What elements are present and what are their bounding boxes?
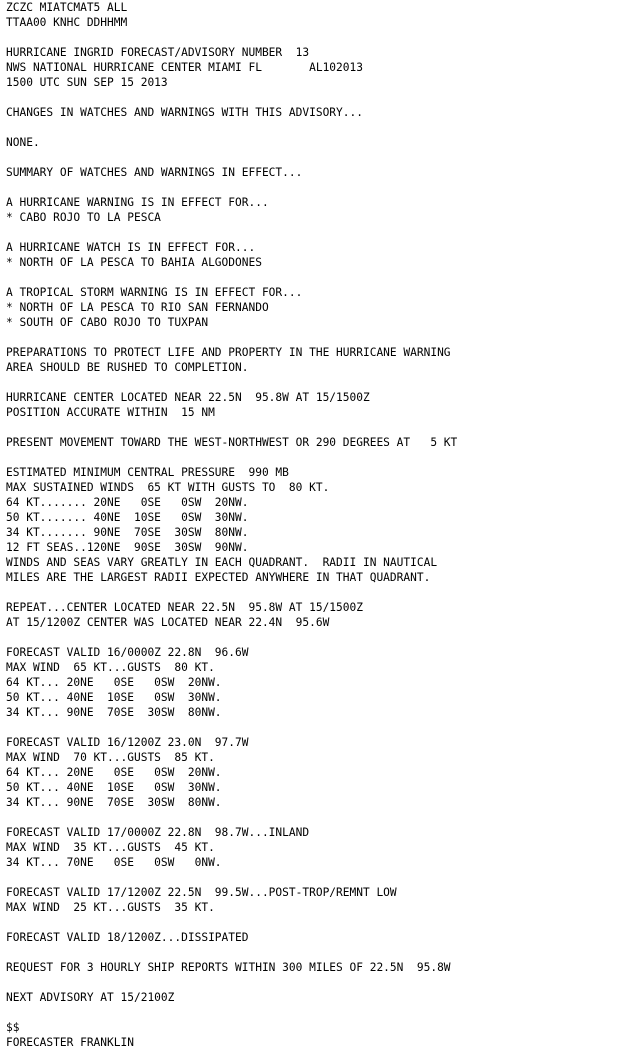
blank-line bbox=[6, 120, 457, 135]
blank-line bbox=[6, 945, 457, 960]
blank-line bbox=[6, 975, 457, 990]
blank-line bbox=[6, 375, 457, 390]
advisory-line: WINDS AND SEAS VARY GREATLY IN EACH QUADRANT. RADII IN NAUTICAL bbox=[6, 556, 438, 569]
advisory-line: MAX WIND 25 KT...GUSTS 35 KT. bbox=[6, 901, 215, 914]
advisory-line: NONE. bbox=[6, 136, 40, 149]
advisory-line: FORECAST VALID 17/0000Z 22.8N 98.7W...INLAND bbox=[6, 826, 310, 839]
advisory-line: * NORTH OF LA PESCA TO BAHIA ALGODONES bbox=[6, 256, 262, 269]
advisory-line: 64 KT... 20NE 0SE 0SW 20NW. bbox=[6, 766, 222, 779]
advisory-line: AT 15/1200Z CENTER WAS LOCATED NEAR 22.4N 95.6W bbox=[6, 616, 330, 629]
advisory-line: NWS NATIONAL HURRICANE CENTER MIAMI FL AL102013 bbox=[6, 61, 363, 74]
blank-line bbox=[6, 810, 457, 825]
blank-line bbox=[6, 270, 457, 285]
advisory-line: AREA SHOULD BE RUSHED TO COMPLETION. bbox=[6, 361, 249, 374]
blank-line bbox=[6, 1005, 457, 1020]
advisory-line: A TROPICAL STORM WARNING IS IN EFFECT FOR... bbox=[6, 286, 303, 299]
advisory-line: 64 KT... 20NE 0SE 0SW 20NW. bbox=[6, 676, 222, 689]
advisory-line: REPEAT...CENTER LOCATED NEAR 22.5N 95.8W AT 15/1500Z bbox=[6, 601, 363, 614]
advisory-line: A HURRICANE WARNING IS IN EFFECT FOR... bbox=[6, 196, 269, 209]
advisory-line: FORECASTER FRANKLIN bbox=[6, 1036, 134, 1049]
advisory-line: REQUEST FOR 3 HOURLY SHIP REPORTS WITHIN 300 MILES OF 22.5N 95.8W bbox=[6, 961, 451, 974]
blank-line bbox=[6, 420, 457, 435]
advisory-line: 34 KT....... 90NE 70SE 30SW 80NW. bbox=[6, 526, 249, 539]
blank-line bbox=[6, 90, 457, 105]
advisory-line: ZCZC MIATCMAT5 ALL bbox=[6, 1, 128, 14]
advisory-line: TTAA00 KNHC DDHHMM bbox=[6, 16, 128, 29]
blank-line bbox=[6, 180, 457, 195]
advisory-line: FORECAST VALID 17/1200Z 22.5N 99.5W...POST-TROP/REMNT LOW bbox=[6, 886, 397, 899]
advisory-line: 50 KT... 40NE 10SE 0SW 30NW. bbox=[6, 691, 222, 704]
blank-line bbox=[6, 915, 457, 930]
blank-line bbox=[6, 150, 457, 165]
advisory-line: MILES ARE THE LARGEST RADII EXPECTED ANYWHERE IN THAT QUADRANT. bbox=[6, 571, 431, 584]
advisory-line: 50 KT... 40NE 10SE 0SW 30NW. bbox=[6, 781, 222, 794]
advisory-line: MAX WIND 35 KT...GUSTS 45 KT. bbox=[6, 841, 215, 854]
advisory-line: SUMMARY OF WATCHES AND WARNINGS IN EFFECT... bbox=[6, 166, 303, 179]
blank-line bbox=[6, 30, 457, 45]
advisory-line: PRESENT MOVEMENT TOWARD THE WEST-NORTHWEST OR 290 DEGREES AT 5 KT bbox=[6, 436, 458, 449]
advisory-line: FORECAST VALID 18/1200Z...DISSIPATED bbox=[6, 931, 249, 944]
blank-line bbox=[6, 330, 457, 345]
advisory-line: * NORTH OF LA PESCA TO RIO SAN FERNANDO bbox=[6, 301, 269, 314]
advisory-line: 12 FT SEAS..120NE 90SE 30SW 90NW. bbox=[6, 541, 249, 554]
advisory-line: 34 KT... 90NE 70SE 30SW 80NW. bbox=[6, 706, 222, 719]
blank-line bbox=[6, 450, 457, 465]
advisory-line: A HURRICANE WATCH IS IN EFFECT FOR... bbox=[6, 241, 256, 254]
blank-line bbox=[6, 720, 457, 735]
advisory-line: $$ bbox=[6, 1021, 20, 1034]
advisory-line: POSITION ACCURATE WITHIN 15 NM bbox=[6, 406, 215, 419]
advisory-line: HURRICANE INGRID FORECAST/ADVISORY NUMBER 13 bbox=[6, 46, 310, 59]
blank-line bbox=[6, 870, 457, 885]
advisory-text bbox=[6, 0, 457, 1050]
advisory-line: 50 KT....... 40NE 10SE 0SW 30NW. bbox=[6, 511, 249, 524]
blank-line bbox=[6, 630, 457, 645]
blank-line bbox=[6, 585, 457, 600]
advisory-line: 1500 UTC SUN SEP 15 2013 bbox=[6, 76, 168, 89]
advisory-line: 34 KT... 90NE 70SE 30SW 80NW. bbox=[6, 796, 222, 809]
advisory-line: FORECAST VALID 16/0000Z 22.8N 96.6W bbox=[6, 646, 249, 659]
advisory-line: MAX SUSTAINED WINDS 65 KT WITH GUSTS TO 80 KT. bbox=[6, 481, 330, 494]
advisory-line: * SOUTH OF CABO ROJO TO TUXPAN bbox=[6, 316, 209, 329]
advisory-line: MAX WIND 70 KT...GUSTS 85 KT. bbox=[6, 751, 215, 764]
blank-line bbox=[6, 225, 457, 240]
advisory-line: MAX WIND 65 KT...GUSTS 80 KT. bbox=[6, 661, 215, 674]
advisory-line: FORECAST VALID 16/1200Z 23.0N 97.7W bbox=[6, 736, 249, 749]
advisory-line: PREPARATIONS TO PROTECT LIFE AND PROPERTY IN THE HURRICANE WARNING bbox=[6, 346, 451, 359]
advisory-line: HURRICANE CENTER LOCATED NEAR 22.5N 95.8W AT 15/1500Z bbox=[6, 391, 370, 404]
advisory-line: * CABO ROJO TO LA PESCA bbox=[6, 211, 161, 224]
advisory-line: NEXT ADVISORY AT 15/2100Z bbox=[6, 991, 175, 1004]
advisory-line: CHANGES IN WATCHES AND WARNINGS WITH THIS ADVISORY... bbox=[6, 106, 363, 119]
advisory-line: 64 KT....... 20NE 0SE 0SW 20NW. bbox=[6, 496, 249, 509]
advisory-line: ESTIMATED MINIMUM CENTRAL PRESSURE 990 MB bbox=[6, 466, 289, 479]
advisory-line: 34 KT... 70NE 0SE 0SW 0NW. bbox=[6, 856, 222, 869]
